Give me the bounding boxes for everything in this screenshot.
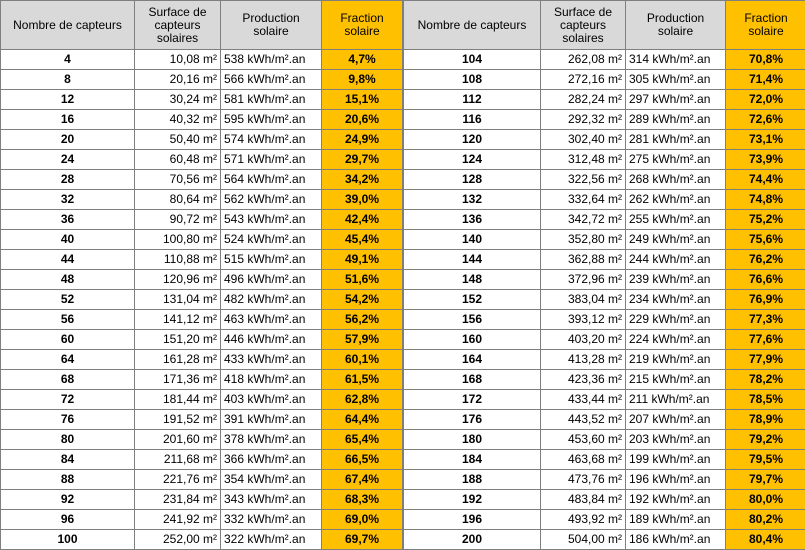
cell-production[interactable]: 354 kWh/m².an — [221, 470, 322, 490]
cell-production[interactable]: 482 kWh/m².an — [221, 290, 322, 310]
cell-count[interactable]: 156 — [404, 310, 541, 330]
cell-production[interactable]: 433 kWh/m².an — [221, 350, 322, 370]
cell-count[interactable]: 196 — [404, 510, 541, 530]
cell-fraction[interactable]: 4,7% — [322, 50, 403, 70]
cell-count[interactable]: 12 — [1, 90, 135, 110]
cell-surface[interactable]: 302,40 m² — [541, 130, 626, 150]
cell-surface[interactable]: 161,28 m² — [135, 350, 221, 370]
cell-fraction[interactable]: 60,1% — [322, 350, 403, 370]
right-table — [403, 0, 805, 550]
cell-surface[interactable]: 90,72 m² — [135, 210, 221, 230]
header-production[interactable]: Production solaire — [221, 1, 322, 50]
cell-production[interactable]: 207 kWh/m².an — [626, 410, 726, 430]
cell-fraction[interactable]: 78,2% — [726, 370, 805, 390]
cell-production[interactable]: 391 kWh/m².an — [221, 410, 322, 430]
cell-surface[interactable]: 10,08 m² — [135, 50, 221, 70]
cell-surface[interactable]: 171,36 m² — [135, 370, 221, 390]
cell-fraction[interactable]: 51,6% — [322, 270, 403, 290]
cell-production[interactable]: 322 kWh/m².an — [221, 530, 322, 550]
cell-production[interactable]: 524 kWh/m².an — [221, 230, 322, 250]
right-table-body — [404, 50, 805, 550]
cell-count[interactable]: 52 — [1, 290, 135, 310]
cell-surface[interactable]: 252,00 m² — [135, 530, 221, 550]
cell-fraction[interactable]: 73,9% — [726, 150, 805, 170]
table-row — [1, 70, 403, 90]
cell-fraction[interactable]: 74,4% — [726, 170, 805, 190]
cell-production[interactable]: 203 kWh/m².an — [626, 430, 726, 450]
cell-fraction[interactable]: 75,2% — [726, 210, 805, 230]
header-fraction[interactable]: Fraction solaire — [726, 1, 805, 50]
cell-count[interactable]: 16 — [1, 110, 135, 130]
cell-production[interactable]: 234 kWh/m².an — [626, 290, 726, 310]
table-row — [404, 310, 805, 330]
table-row — [404, 150, 805, 170]
table-row — [1, 350, 403, 370]
cell-surface[interactable]: 181,44 m² — [135, 390, 221, 410]
table-row — [404, 50, 805, 70]
cell-production[interactable]: 219 kWh/m².an — [626, 350, 726, 370]
cell-surface[interactable]: 70,56 m² — [135, 170, 221, 190]
cell-fraction[interactable]: 79,5% — [726, 450, 805, 470]
table-row — [1, 490, 403, 510]
cell-fraction[interactable]: 64,4% — [322, 410, 403, 430]
cell-count[interactable]: 172 — [404, 390, 541, 410]
cell-production[interactable]: 515 kWh/m².an — [221, 250, 322, 270]
cell-production[interactable]: 314 kWh/m².an — [626, 50, 726, 70]
cell-surface[interactable]: 131,04 m² — [135, 290, 221, 310]
cell-production[interactable]: 196 kWh/m².an — [626, 470, 726, 490]
table-row — [404, 190, 805, 210]
cell-surface[interactable]: 151,20 m² — [135, 330, 221, 350]
table-row — [1, 250, 403, 270]
cell-production[interactable]: 215 kWh/m².an — [626, 370, 726, 390]
cell-production[interactable]: 297 kWh/m².an — [626, 90, 726, 110]
cell-fraction[interactable]: 34,2% — [322, 170, 403, 190]
table-row — [404, 510, 805, 530]
cell-fraction[interactable]: 73,1% — [726, 130, 805, 150]
header-surface[interactable]: Surface de capteurs solaires — [541, 1, 626, 50]
cell-count[interactable]: 112 — [404, 90, 541, 110]
table-row — [1, 290, 403, 310]
table-row — [404, 330, 805, 350]
cell-production[interactable]: 581 kWh/m².an — [221, 90, 322, 110]
cell-surface[interactable]: 262,08 m² — [541, 50, 626, 70]
cell-fraction[interactable]: 29,7% — [322, 150, 403, 170]
cell-count[interactable]: 124 — [404, 150, 541, 170]
cell-production[interactable]: 189 kWh/m².an — [626, 510, 726, 530]
cell-fraction[interactable]: 65,4% — [322, 430, 403, 450]
table-row — [404, 110, 805, 130]
cell-surface[interactable]: 403,20 m² — [541, 330, 626, 350]
cell-count[interactable]: 116 — [404, 110, 541, 130]
table-row — [1, 190, 403, 210]
cell-surface[interactable]: 80,64 m² — [135, 190, 221, 210]
table-row — [1, 310, 403, 330]
table-row — [404, 270, 805, 290]
cell-fraction[interactable]: 71,4% — [726, 70, 805, 90]
table-row — [1, 510, 403, 530]
cell-count[interactable]: 128 — [404, 170, 541, 190]
cell-surface[interactable]: 201,60 m² — [135, 430, 221, 450]
cell-fraction[interactable]: 76,9% — [726, 290, 805, 310]
table-row — [1, 130, 403, 150]
table-row — [404, 410, 805, 430]
cell-surface[interactable]: 483,84 m² — [541, 490, 626, 510]
cell-surface[interactable]: 372,96 m² — [541, 270, 626, 290]
cell-surface[interactable]: 322,56 m² — [541, 170, 626, 190]
cell-count[interactable]: 84 — [1, 450, 135, 470]
cell-surface[interactable]: 342,72 m² — [541, 210, 626, 230]
table-row — [404, 470, 805, 490]
cell-surface[interactable]: 352,80 m² — [541, 230, 626, 250]
cell-count[interactable]: 92 — [1, 490, 135, 510]
cell-count[interactable]: 76 — [1, 410, 135, 430]
header-row — [404, 1, 805, 50]
cell-count[interactable]: 160 — [404, 330, 541, 350]
header-count[interactable]: Nombre de capteurs — [404, 1, 541, 50]
cell-count[interactable]: 28 — [1, 170, 135, 190]
table-row — [404, 350, 805, 370]
table-row — [404, 390, 805, 410]
header-surface[interactable]: Surface de capteurs solaires — [135, 1, 221, 50]
cell-production[interactable]: 199 kWh/m².an — [626, 450, 726, 470]
cell-production[interactable]: 446 kWh/m².an — [221, 330, 322, 350]
cell-count[interactable]: 72 — [1, 390, 135, 410]
cell-fraction[interactable]: 24,9% — [322, 130, 403, 150]
cell-surface[interactable]: 231,84 m² — [135, 490, 221, 510]
cell-production[interactable]: 229 kWh/m².an — [626, 310, 726, 330]
table-row — [404, 170, 805, 190]
table-row — [1, 330, 403, 350]
cell-count[interactable]: 108 — [404, 70, 541, 90]
table-row — [404, 490, 805, 510]
cell-surface[interactable]: 463,68 m² — [541, 450, 626, 470]
table-row — [1, 150, 403, 170]
cell-surface[interactable]: 292,32 m² — [541, 110, 626, 130]
cell-production[interactable]: 244 kWh/m².an — [626, 250, 726, 270]
table-row — [1, 110, 403, 130]
cell-fraction[interactable]: 68,3% — [322, 490, 403, 510]
cell-fraction[interactable]: 72,6% — [726, 110, 805, 130]
cell-fraction[interactable]: 69,7% — [322, 530, 403, 550]
cell-surface[interactable]: 332,64 m² — [541, 190, 626, 210]
table-row — [1, 410, 403, 430]
cell-surface[interactable]: 493,92 m² — [541, 510, 626, 530]
cell-count[interactable]: 80 — [1, 430, 135, 450]
cell-count[interactable]: 96 — [1, 510, 135, 530]
cell-production[interactable]: 538 kWh/m².an — [221, 50, 322, 70]
table-row — [1, 210, 403, 230]
cell-count[interactable]: 60 — [1, 330, 135, 350]
cell-fraction[interactable]: 76,6% — [726, 270, 805, 290]
cell-surface[interactable]: 413,28 m² — [541, 350, 626, 370]
cell-surface[interactable]: 30,24 m² — [135, 90, 221, 110]
cell-production[interactable]: 496 kWh/m².an — [221, 270, 322, 290]
cell-production[interactable]: 224 kWh/m².an — [626, 330, 726, 350]
cell-surface[interactable]: 221,76 m² — [135, 470, 221, 490]
cell-production[interactable]: 571 kWh/m².an — [221, 150, 322, 170]
cell-production[interactable]: 255 kWh/m².an — [626, 210, 726, 230]
cell-surface[interactable]: 393,12 m² — [541, 310, 626, 330]
header-row — [1, 1, 403, 50]
cell-count[interactable]: 152 — [404, 290, 541, 310]
cell-fraction[interactable]: 15,1% — [322, 90, 403, 110]
cell-production[interactable]: 239 kWh/m².an — [626, 270, 726, 290]
cell-production[interactable]: 186 kWh/m².an — [626, 530, 726, 550]
cell-fraction[interactable]: 77,3% — [726, 310, 805, 330]
table-row — [1, 450, 403, 470]
cell-fraction[interactable]: 80,0% — [726, 490, 805, 510]
cell-count[interactable]: 36 — [1, 210, 135, 230]
cell-fraction[interactable]: 78,9% — [726, 410, 805, 430]
cell-fraction[interactable]: 67,4% — [322, 470, 403, 490]
cell-surface[interactable]: 191,52 m² — [135, 410, 221, 430]
table-row — [404, 290, 805, 310]
cell-count[interactable]: 44 — [1, 250, 135, 270]
cell-count[interactable]: 168 — [404, 370, 541, 390]
cell-count[interactable]: 20 — [1, 130, 135, 150]
cell-production[interactable]: 566 kWh/m².an — [221, 70, 322, 90]
cell-production[interactable]: 192 kWh/m².an — [626, 490, 726, 510]
header-production[interactable]: Production solaire — [626, 1, 726, 50]
cell-surface[interactable]: 312,48 m² — [541, 150, 626, 170]
cell-fraction[interactable]: 79,7% — [726, 470, 805, 490]
cell-production[interactable]: 366 kWh/m².an — [221, 450, 322, 470]
cell-fraction[interactable]: 72,0% — [726, 90, 805, 110]
cell-count[interactable]: 192 — [404, 490, 541, 510]
left-table-body — [1, 50, 403, 550]
table-row — [404, 210, 805, 230]
cell-count[interactable]: 132 — [404, 190, 541, 210]
table-row — [404, 130, 805, 150]
cell-count[interactable]: 48 — [1, 270, 135, 290]
cell-fraction[interactable]: 76,2% — [726, 250, 805, 270]
cell-surface[interactable]: 60,48 m² — [135, 150, 221, 170]
cell-production[interactable]: 564 kWh/m².an — [221, 170, 322, 190]
table-row — [1, 390, 403, 410]
cell-count[interactable]: 164 — [404, 350, 541, 370]
cell-surface[interactable]: 453,60 m² — [541, 430, 626, 450]
cell-count[interactable]: 88 — [1, 470, 135, 490]
table-row — [404, 530, 805, 550]
cell-surface[interactable]: 443,52 m² — [541, 410, 626, 430]
cell-production[interactable]: 574 kWh/m².an — [221, 130, 322, 150]
cell-surface[interactable]: 423,36 m² — [541, 370, 626, 390]
cell-fraction[interactable]: 61,5% — [322, 370, 403, 390]
cell-fraction[interactable]: 80,4% — [726, 530, 805, 550]
cell-production[interactable]: 268 kWh/m².an — [626, 170, 726, 190]
cell-production[interactable]: 289 kWh/m².an — [626, 110, 726, 130]
table-row — [1, 370, 403, 390]
table-row — [404, 370, 805, 390]
cell-production[interactable]: 343 kWh/m².an — [221, 490, 322, 510]
table-row — [1, 430, 403, 450]
cell-surface[interactable]: 473,76 m² — [541, 470, 626, 490]
cell-production[interactable]: 418 kWh/m².an — [221, 370, 322, 390]
cell-surface[interactable]: 272,16 m² — [541, 70, 626, 90]
cell-production[interactable]: 562 kWh/m².an — [221, 190, 322, 210]
cell-fraction[interactable]: 45,4% — [322, 230, 403, 250]
cell-fraction[interactable]: 57,9% — [322, 330, 403, 350]
cell-count[interactable]: 24 — [1, 150, 135, 170]
cell-count[interactable]: 64 — [1, 350, 135, 370]
cell-production[interactable]: 281 kWh/m².an — [626, 130, 726, 150]
cell-count[interactable]: 144 — [404, 250, 541, 270]
cell-production[interactable]: 275 kWh/m².an — [626, 150, 726, 170]
cell-production[interactable]: 249 kWh/m².an — [626, 230, 726, 250]
cell-production[interactable]: 463 kWh/m².an — [221, 310, 322, 330]
cell-count[interactable]: 184 — [404, 450, 541, 470]
cell-fraction[interactable]: 74,8% — [726, 190, 805, 210]
table-row — [1, 170, 403, 190]
table-row — [1, 230, 403, 250]
cell-count[interactable]: 8 — [1, 70, 135, 90]
table-row — [404, 430, 805, 450]
cell-fraction[interactable]: 69,0% — [322, 510, 403, 530]
cell-surface[interactable]: 433,44 m² — [541, 390, 626, 410]
cell-production[interactable]: 378 kWh/m².an — [221, 430, 322, 450]
header-count[interactable]: Nombre de capteurs — [1, 1, 135, 50]
cell-production[interactable]: 403 kWh/m².an — [221, 390, 322, 410]
cell-fraction[interactable]: 9,8% — [322, 70, 403, 90]
cell-surface[interactable]: 211,68 m² — [135, 450, 221, 470]
cell-fraction[interactable]: 54,2% — [322, 290, 403, 310]
cell-surface[interactable]: 362,88 m² — [541, 250, 626, 270]
cell-fraction[interactable]: 49,1% — [322, 250, 403, 270]
cell-count[interactable]: 188 — [404, 470, 541, 490]
table-row — [404, 450, 805, 470]
cell-surface[interactable]: 110,88 m² — [135, 250, 221, 270]
cell-count[interactable]: 40 — [1, 230, 135, 250]
cell-production[interactable]: 543 kWh/m².an — [221, 210, 322, 230]
cell-surface[interactable]: 50,40 m² — [135, 130, 221, 150]
cell-production[interactable]: 595 kWh/m².an — [221, 110, 322, 130]
cell-production[interactable]: 332 kWh/m².an — [221, 510, 322, 530]
cell-count[interactable]: 32 — [1, 190, 135, 210]
cell-fraction[interactable]: 80,2% — [726, 510, 805, 530]
cell-count[interactable]: 4 — [1, 50, 135, 70]
table-row — [404, 70, 805, 90]
cell-production[interactable]: 305 kWh/m².an — [626, 70, 726, 90]
cell-fraction[interactable]: 62,8% — [322, 390, 403, 410]
cell-fraction[interactable]: 75,6% — [726, 230, 805, 250]
cell-surface[interactable]: 40,32 m² — [135, 110, 221, 130]
table-row — [1, 90, 403, 110]
cell-count[interactable]: 140 — [404, 230, 541, 250]
cell-surface[interactable]: 282,24 m² — [541, 90, 626, 110]
cell-surface[interactable]: 20,16 m² — [135, 70, 221, 90]
cell-surface[interactable]: 504,00 m² — [541, 530, 626, 550]
table-row — [404, 230, 805, 250]
cell-count[interactable]: 200 — [404, 530, 541, 550]
cell-fraction[interactable]: 78,5% — [726, 390, 805, 410]
cell-production[interactable]: 211 kWh/m².an — [626, 390, 726, 410]
cell-surface[interactable]: 141,12 m² — [135, 310, 221, 330]
cell-count[interactable]: 176 — [404, 410, 541, 430]
cell-surface[interactable]: 100,80 m² — [135, 230, 221, 250]
cell-fraction[interactable]: 39,0% — [322, 190, 403, 210]
cell-count[interactable]: 120 — [404, 130, 541, 150]
table-row — [404, 90, 805, 110]
header-fraction[interactable]: Fraction solaire — [322, 1, 403, 50]
cell-count[interactable]: 180 — [404, 430, 541, 450]
cell-fraction[interactable]: 79,2% — [726, 430, 805, 450]
cell-surface[interactable]: 241,92 m² — [135, 510, 221, 530]
table-row — [1, 50, 403, 70]
table-row — [1, 470, 403, 490]
cell-surface[interactable]: 383,04 m² — [541, 290, 626, 310]
cell-surface[interactable]: 120,96 m² — [135, 270, 221, 290]
cell-count[interactable]: 104 — [404, 50, 541, 70]
cell-fraction[interactable]: 20,6% — [322, 110, 403, 130]
cell-fraction[interactable]: 56,2% — [322, 310, 403, 330]
cell-production[interactable]: 262 kWh/m².an — [626, 190, 726, 210]
table-row — [404, 250, 805, 270]
cell-count[interactable]: 136 — [404, 210, 541, 230]
table-row — [1, 270, 403, 290]
cell-count[interactable]: 148 — [404, 270, 541, 290]
cell-count[interactable]: 68 — [1, 370, 135, 390]
table-row — [1, 530, 403, 550]
cell-count[interactable]: 100 — [1, 530, 135, 550]
cell-count[interactable]: 56 — [1, 310, 135, 330]
cell-fraction[interactable]: 77,9% — [726, 350, 805, 370]
cell-fraction[interactable]: 77,6% — [726, 330, 805, 350]
cell-fraction[interactable]: 66,5% — [322, 450, 403, 470]
cell-fraction[interactable]: 42,4% — [322, 210, 403, 230]
cell-fraction[interactable]: 70,8% — [726, 50, 805, 70]
